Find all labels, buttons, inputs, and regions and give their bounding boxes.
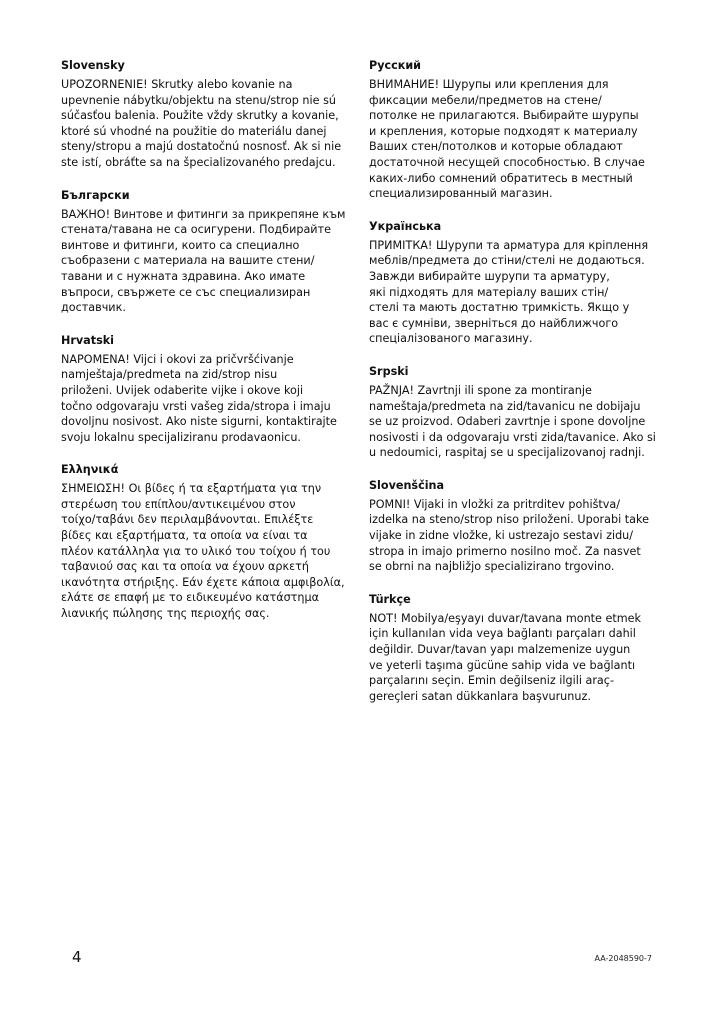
section-tr [369, 592, 659, 705]
body-line: değildir. Duvar/tavan yapı malzemenize uygun [369, 643, 631, 657]
body-line: priloženi. Uvijek odaberite vijke i okove koji [61, 383, 304, 397]
section-body [369, 77, 659, 202]
body-line: достаточной несущей способностью. В случае [369, 155, 645, 169]
section-heading: Slovenščina [369, 478, 445, 492]
body-line: Завжди вибирайте шурупи та арматуру, [369, 269, 610, 283]
body-line: меблів/предмета до стіни/стелі не додаються. [369, 254, 645, 268]
section-sr [369, 364, 659, 461]
section-heading: Български [61, 188, 130, 202]
body-line: βίδες και εξαρτήματα, τα οποία να είναι τα [61, 529, 308, 543]
body-line: вас є сумніви, зверніться до найближчого [369, 316, 619, 330]
body-line: stropa in imajo primerno nosilno moč. Za nasvet [369, 544, 641, 558]
body-line: ταβανιού σας και τα οποία να έχουν αρκετή [61, 560, 309, 574]
body-line: стената/тавана не са осигурени. Подбирайте [61, 223, 331, 237]
body-line: які підходять для матеріалу ваших стін/ [369, 285, 609, 299]
section-body [61, 207, 348, 316]
body-line: gereçleri satan dükkanlara başvurunuz. [369, 689, 591, 703]
body-line: namještaja/predmeta na zid/strop nisu [61, 368, 278, 382]
body-line: λιανικής πώλησης της περιοχής σας. [61, 607, 270, 621]
section-sl [369, 478, 659, 575]
body-line: dovoljnu nosivost. Ako niste sigurni, kontaktirajte [61, 415, 337, 429]
body-line: ПРИМІТКА! Шурупи та арматура для кріплення [369, 238, 649, 252]
section-heading: Українська [369, 219, 442, 233]
body-line: ΣΗΜΕΙΩΣΗ! Οι βίδες ή τα εξαρτήματα για την [61, 482, 322, 496]
section-bg [61, 188, 348, 316]
section-heading: Русский [369, 59, 422, 72]
left-column [61, 58, 348, 639]
body-line: svoju lokalnu specijaliziranu prodavaonicu. [61, 430, 301, 444]
body-line: Ваших стен/потолков и которые обладают [369, 140, 623, 154]
body-line: NAPOMENA! Vijci i okovi za pričvršćivanje [61, 352, 294, 366]
page-number: 4 [72, 948, 82, 966]
section-hr [61, 333, 348, 446]
body-line: UPOZORNENIE! Skrutky alebo kovanie na [61, 78, 293, 91]
body-line: ικανότητα στήριξης. Εάν έχετε κάποια αμφιβολία, [61, 575, 345, 589]
body-line: ВАЖНО! Винтове и фитинги за прикрепяне към [61, 207, 346, 221]
body-line: πλέον κατάλληλα για το υλικό του τοίχου ή του [61, 544, 331, 558]
section-body [61, 77, 348, 171]
body-line: için kullanılan vida veya bağlantı parçaları dahil [369, 627, 636, 641]
section-uk [369, 219, 659, 347]
body-line: ve yeterli taşıma gücüne sahip vida ve bağlantı [369, 658, 636, 672]
body-line: súčasťou balenia. Použite vždy skrutky a kovanie, [61, 109, 339, 123]
body-line: каких-либо сомнений обратитесь в местный [369, 171, 633, 185]
right-column [369, 58, 659, 721]
body-line: se uz proizvod. Odaberi zavrtnje i spone dovoljne [369, 415, 646, 429]
body-line: спеціалізованого магазину. [369, 332, 533, 346]
body-line: u nedoumici, raspitaj se u specijalizovanoj radnji. [369, 446, 645, 460]
body-line: vijake in zidne vložke, ki ustrezajo sestavi zidu/ [369, 529, 634, 543]
section-body [61, 481, 348, 621]
body-line: τοίχο/ταβάνι δεν περιλαμβάνονται. Επιλέξτε [61, 513, 314, 527]
section-body [369, 383, 659, 461]
body-line: тавани и с нужната здравина. Ако имате [61, 269, 306, 283]
body-line: винтове и фитинги, които са специално [61, 238, 300, 252]
body-line: upevnenie nábytku/objektu na stenu/strop nie sú [61, 93, 336, 107]
body-line: доставчик. [61, 301, 126, 315]
body-line: parçalarını seçin. Emin değilseniz ilgili araç- [369, 674, 614, 688]
body-line: NOT! Mobilya/eşyayı duvar/tavana monte etmek [369, 611, 642, 625]
section-body [369, 497, 659, 575]
section-heading: Hrvatski [61, 333, 115, 347]
body-line: фиксации мебели/предметов на стене/ [369, 93, 602, 107]
body-line: ktoré sú vhodné na použitie do materiálu danej [61, 124, 327, 138]
body-line: стелі та мають достатню тримкість. Якщо у [369, 301, 630, 315]
body-line: točno odgovaraju vrsti vašeg zida/stropa i imaju [61, 399, 331, 413]
section-el [61, 462, 348, 621]
section-body [61, 352, 348, 446]
section-heading: Türkçe [369, 592, 411, 606]
section-ru [369, 58, 659, 202]
section-heading: Slovensky [61, 59, 125, 72]
body-line: и крепления, которые подходят к материалу [369, 124, 638, 138]
body-line: специализированный магазин. [369, 187, 553, 201]
section-sk [61, 58, 348, 171]
body-line: съобразени с материала на вашите стени/ [61, 254, 315, 268]
body-line: потолке не прилагаются. Выбирайте шурупы [369, 109, 639, 123]
body-line: nameštaja/predmeta na zid/tavanicu ne dobijaju [369, 399, 641, 413]
section-body [369, 238, 659, 347]
section-heading: Srpski [369, 364, 409, 378]
document-id: AA-2048590-7 [594, 954, 652, 963]
section-heading: Ελληνικά [61, 463, 119, 477]
body-line: se obrni na najbližjo specializirano trgovino. [369, 560, 615, 574]
section-body [369, 611, 659, 705]
body-line: ste istí, obráťte sa na špecializovaného predajcu. [61, 155, 336, 169]
body-line: POMNI! Vijaki in vložki za pritrditev pohištva/ [369, 497, 621, 511]
body-line: nosivosti i da odgovaraju vrsti zida/tavanice. Ako si [369, 430, 656, 444]
body-line: въпроси, свържете се със специализиран [61, 285, 311, 299]
body-line: ВНИМАНИЕ! Шурупы или крепления для [369, 78, 609, 91]
body-line: στερέωση του επίπλου/αντικειμένου στον [61, 497, 296, 511]
body-line: izdelka na steno/strop niso priloženi. Uporabi take [369, 513, 649, 527]
body-line: ελάτε σε επαφή με το ειδικευμένο κατάστημα [61, 591, 319, 605]
body-line: PAŽNJA! Zavrtnji ili spone za montiranje [369, 383, 592, 397]
body-line: steny/stropu a majú dostatočnú nosnosť. Ak si nie [61, 140, 342, 154]
